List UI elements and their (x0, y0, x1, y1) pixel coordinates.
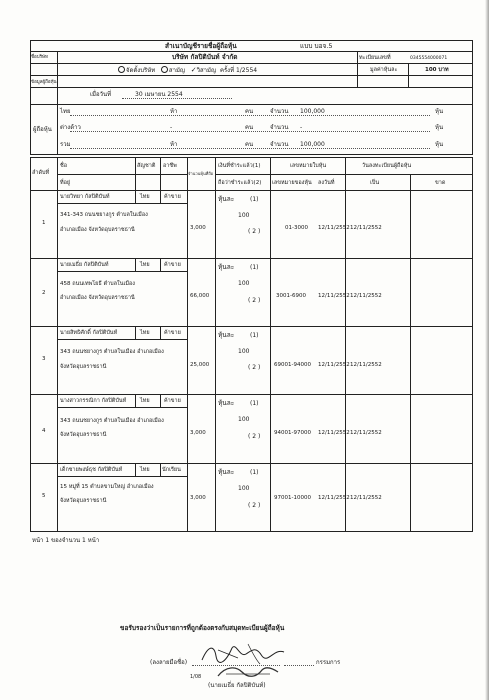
row-paid-amount: 100 (238, 348, 250, 355)
row-paid-label: หุ้นละ (218, 399, 235, 407)
reg-label: ทะเบียนเลขที่ (359, 55, 391, 61)
row-paid-label: หุ้นละ (218, 195, 235, 203)
summary-amount-label-1: จำนวน (270, 108, 289, 115)
row-nationality: ไทย (140, 330, 150, 336)
summary-persons-2: - (170, 124, 173, 131)
row-occupation: ค้าขาย (164, 262, 181, 268)
date-label: เมื่อวันที่ (90, 91, 112, 98)
company-label: ชื่อบริษัท (31, 55, 48, 60)
row-seq: 4 (42, 428, 46, 434)
summary-unit-2: คน (245, 124, 254, 131)
row-paid-2: ( 2 ) (248, 502, 261, 509)
col-paid-note: ถือว่าชำระแล้ว(2) (218, 180, 262, 186)
row-shares: 3,000 (190, 225, 206, 231)
row-name: นายเมธี่ย กัลปิติบันท์ (60, 262, 109, 268)
row-paid-2: ( 2 ) (248, 433, 261, 440)
row-address-2: อำเภอเมือง จังหวัดอุบลราชธานี (60, 227, 135, 233)
row-address-2: อำเภอเมือง จังหวัดอุบลราชธานี (60, 295, 135, 301)
reg-number: 0345554000071 (410, 56, 448, 61)
row-paid-2: ( 2 ) (248, 364, 261, 371)
col-reg-head: วันลงทะเบียนผู้ถือหุ้น (362, 163, 412, 169)
sign-role: กรรมการ (316, 659, 341, 666)
row-paid-1: (1) (250, 400, 259, 407)
company-stamp-image (212, 662, 282, 680)
certify-statement: ขอรับรองว่าเป็นรายการที่ถูกต้องตรงกับสมุดทะเบียนผู้ถือหุ้น (120, 624, 285, 632)
col-name: ชื่อ (60, 163, 68, 169)
signer-number: 1/08 (190, 674, 202, 680)
row-paid-1: (1) (250, 332, 259, 339)
row-range: 3001-6900 (276, 293, 306, 299)
summary-amount-label-2: จำนวน (270, 124, 289, 131)
row-paid-label: หุ้นละ (218, 263, 235, 271)
summary-nat-1: ไทย (60, 108, 71, 115)
row-shares: 3,000 (190, 430, 206, 436)
document-title: สำเนาบัญชีรายชื่อผู้ถือหุ้น (165, 42, 237, 50)
row-address-1: 343 ถนนชยางกูร ตำบลในเมือง อำเภอเมือง (60, 418, 164, 424)
row-reg: 12/11/2552 (350, 495, 382, 501)
summary-suffix-1: หุ้น (435, 108, 444, 115)
row-occupation: ค้าขาย (164, 194, 181, 200)
row-address-1: 343 ถนนชยางกูร ตำบลในเมือง อำเภอเมือง (60, 349, 164, 355)
row-occupation: นักเรียน (162, 467, 181, 473)
capital-label: มูลค่าหุ้นละ (370, 67, 398, 73)
founding-radio-icon (118, 66, 125, 73)
summary-unit-1: คน (245, 108, 254, 115)
row-address-2: จังหวัดอุบลราชธานี (60, 364, 107, 370)
col-reg: เป็น (370, 180, 380, 186)
row-name: นายสิทธิศักดิ์ กัลปิติบันท์ (60, 330, 118, 336)
col-removed: ขาด (435, 180, 446, 186)
row-nationality: ไทย (140, 194, 150, 200)
scan-edge-shadow (485, 0, 489, 700)
row-occupation: ค้าขาย (164, 398, 181, 404)
shareholder-info-label: ข้อมูลผู้ถือหุ้น (31, 80, 57, 85)
summary-shares-2: - (300, 124, 303, 131)
row-name: นายวิทยา กัลปิติบันท์ (60, 194, 110, 200)
col-nationality: สัญชาติ (137, 163, 156, 169)
row-occupation: ค้าขาย (164, 330, 181, 336)
summary-unit-3: คน (245, 141, 254, 148)
row-range: 69001-94000 (274, 362, 311, 368)
form-code: แบบ บอจ.5 (300, 42, 333, 50)
meeting-type-row: จัดตั้งบริษัท สามัญ ✓วิสามัญ ครั้งที่ 1/2554 (118, 66, 257, 74)
summary-shares-1: 100,000 (300, 108, 325, 115)
row-paid-2: ( 2 ) (248, 228, 261, 235)
row-address-1: 15 หมู่ที่ 15 ตำบลขามใหญ่ อำเภอเมือง (60, 484, 154, 490)
summary-nat-3: รวม (60, 141, 71, 148)
col-cert: เลขหมายใบหุ้น (290, 163, 327, 169)
col-address: ที่อยู่ (60, 180, 71, 186)
col-paid: เงินที่ชำระแล้ว(1) (218, 163, 261, 169)
row-paid-1: (1) (250, 469, 259, 476)
summary-shares-3: 100,000 (300, 141, 325, 148)
row-address-1: 458 ถนนเทพโยธี ตำบลในเมือง (60, 281, 135, 287)
sign-label: (ลงลายมือชื่อ) (150, 659, 188, 666)
signer-name: (นายเมธี่ย กัลปิติบันท์) (208, 682, 266, 689)
summary-suffix-3: หุ้น (435, 141, 444, 148)
row-date: 12/11/2552 (318, 362, 350, 368)
row-seq: 2 (42, 290, 46, 296)
row-nationality: ไทย (140, 398, 150, 404)
row-paid-amount: 100 (238, 416, 250, 423)
par-value: 100 บาท (425, 67, 449, 73)
row-reg: 12/11/2552 (350, 225, 382, 231)
summary-persons-1: ห้า (170, 108, 178, 115)
summary-label: ผู้ถือหุ้น (33, 126, 52, 133)
row-paid-label: หุ้นละ (218, 331, 235, 339)
row-address-1: 341-343 ถนนชยางกูร ตำบลในเมือง (60, 212, 148, 218)
row-paid-1: (1) (250, 196, 259, 203)
row-range: 97001-10000 (274, 495, 311, 501)
row-date: 12/11/2552 (318, 225, 350, 231)
col-occupation: อาชีพ (163, 163, 177, 169)
row-address-2: จังหวัดอุบลราชธานี (60, 432, 107, 438)
col-cert-range: เลขหมายของหุ้น (272, 180, 312, 186)
row-seq: 1 (42, 220, 46, 226)
row-name: เด็กชายพงษ์ธุช กัลปิติบันท์ (60, 467, 123, 473)
row-paid-amount: 100 (238, 485, 250, 492)
row-date: 12/11/2552 (318, 293, 350, 299)
col-seq: ลำดับที่ (32, 170, 50, 176)
company-name: บริษัท กัลปิติบันท์ จำกัด (172, 53, 238, 61)
row-reg: 12/11/2552 (350, 362, 382, 368)
row-nationality: ไทย (140, 467, 150, 473)
row-shares: 66,000 (190, 293, 210, 299)
row-paid-label: หุ้นละ (218, 468, 235, 476)
row-range: 01-3000 (285, 225, 308, 231)
summary-suffix-2: หุ้น (435, 124, 444, 131)
row-range: 94001-97000 (274, 430, 311, 436)
row-paid-1: (1) (250, 264, 259, 271)
row-reg: 12/11/2552 (350, 293, 382, 299)
checkmark-icon: ✓ (190, 66, 197, 74)
row-paid-2: ( 2 ) (248, 297, 261, 304)
meeting-date: 30 เมษายน 2554 (135, 91, 183, 98)
row-date: 12/11/2552 (318, 430, 350, 436)
row-date: 12/11/2552 (318, 495, 350, 501)
page-info: หน้า 1 ของจำนวน 1 หน้า (32, 537, 100, 544)
summary-amount-label-3: จำนวน (270, 141, 289, 148)
summary-persons-3: ห้า (170, 141, 178, 148)
row-reg: 12/11/2552 (350, 430, 382, 436)
col-shares: จำนวนหุ้นที่ถือ (188, 171, 214, 176)
row-paid-amount: 100 (238, 212, 250, 219)
row-shares: 3,000 (190, 495, 206, 501)
row-paid-amount: 100 (238, 280, 250, 287)
row-address-2: จังหวัดอุบลราชธานี (60, 498, 107, 504)
row-name: นางสาวกรรณิกา กัลปิติบันท์ (60, 398, 127, 404)
row-seq: 3 (42, 356, 46, 362)
col-cert-date: ลงวันที่ (318, 180, 335, 186)
row-shares: 25,000 (190, 362, 210, 368)
summary-nat-2: ต่างด้าว (60, 124, 81, 131)
row-seq: 5 (42, 493, 46, 499)
ordinary-radio-icon (161, 66, 168, 73)
row-nationality: ไทย (140, 262, 150, 268)
